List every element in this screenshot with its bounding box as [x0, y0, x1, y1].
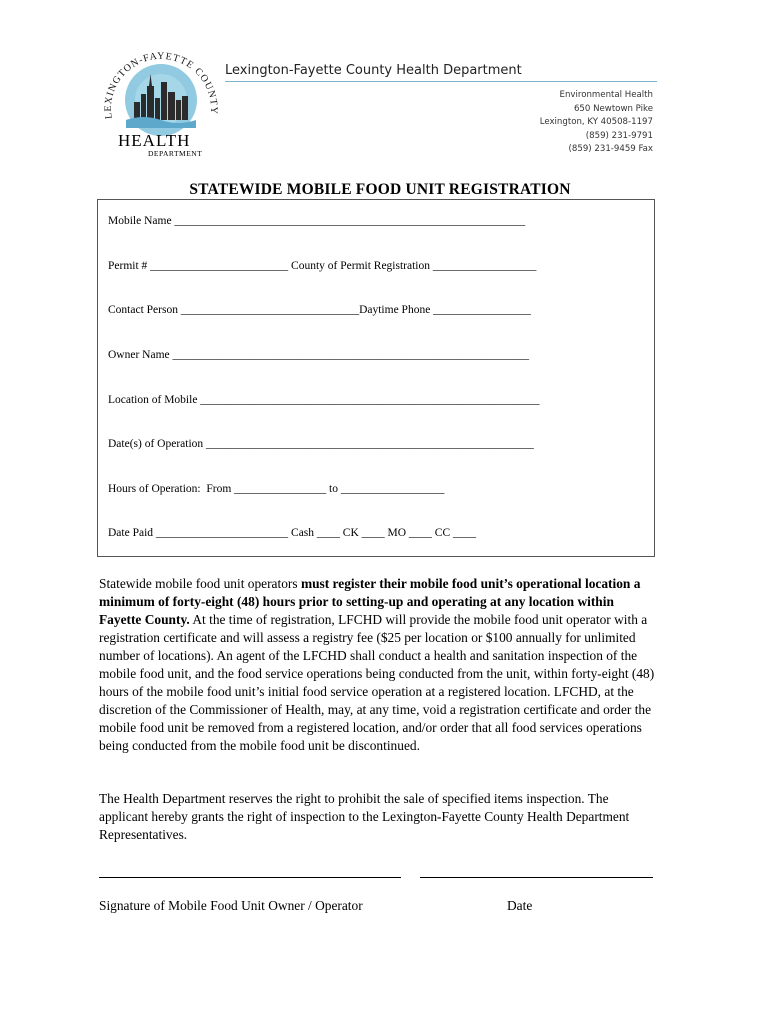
- health-department-logo: [96, 44, 226, 162]
- logo-health-word: HEALTH: [118, 131, 191, 150]
- logo-department-word: DEPARTMENT: [148, 149, 203, 158]
- mobile-name-field[interactable]: Mobile Name _____________________________________________________________: [108, 215, 526, 227]
- address-fax: (859) 231-9459 Fax: [568, 144, 653, 155]
- owner-name-field[interactable]: Owner Name ______________________________________________________________: [108, 349, 530, 361]
- logo-seal-text: LEXINGTON-FAYETTE COUNTY: [102, 50, 220, 120]
- signature-line[interactable]: [99, 877, 401, 878]
- address-line: Environmental Health: [559, 90, 653, 100]
- hours-of-operation-field[interactable]: Hours of Operation: From ________________ to __________________: [108, 483, 445, 495]
- signature-label: Signature of Mobile Food Unit Owner / Operator: [99, 898, 363, 913]
- registration-requirements-paragraph: Statewide mobile food unit operators must register their mobile food unit’s operational location a minimum of forty-eight (48) hours prior to setting-up and operating at any location within Fayette County. At the time of registration, LFCHD will provide the mobile food unit operator with a registration certificate and will assess a registry fee ($25 per location or $100 annually for unlimited number of locations). An agent of the LFCHD shall conduct a health and sanitation inspection of the mobile food unit, and the food service operations being conducted from the unit, within forty-eight (48) hours of the mobile food unit’s initial food service operation at a registered location. LFCHD, at the discretion of the Commissioner of Health, may, at any time, void a registration certificate and order the mobile food unit be removed from a registered location, and/or order that all food services operations being conducted from the mobile food unit be discontinued.: [99, 576, 655, 753]
- form-title: STATEWIDE MOBILE FOOD UNIT REGISTRATION: [189, 181, 571, 198]
- logo-seal-graphic: [96, 44, 226, 144]
- registration-form: [97, 199, 655, 557]
- inspection-rights-paragraph: The Health Department reserves the right to prohibit the sale of specified items inspection. The applicant hereby grants the right of inspection to the Lexington-Fayette County Health Department Representatives.: [99, 791, 630, 842]
- registration-deadline-text: must register their mobile food unit’s operational location a minimum of forty-eight (48) hours prior to setting-up and operating at any location within Fayette County.: [99, 576, 641, 627]
- address-phone: (859) 231-9791: [585, 130, 653, 141]
- department-address: [540, 89, 653, 157]
- location-of-mobile-field[interactable]: Location of Mobile ___________________________________________________________: [108, 394, 540, 406]
- address-line: Lexington, KY 40508-1197: [539, 117, 653, 128]
- date-paid-field[interactable]: Date Paid _______________________ Cash ____ CK ____ MO ____ CC ____: [108, 527, 476, 539]
- dates-of-operation-field[interactable]: Date(s) of Operation _________________________________________________________: [108, 438, 534, 450]
- header-divider: [225, 81, 657, 82]
- contact-person-field[interactable]: Contact Person _______________________________Daytime Phone _________________: [108, 304, 531, 316]
- date-label: Date: [507, 898, 533, 913]
- date-line[interactable]: [420, 877, 653, 878]
- permit-field[interactable]: Permit # ________________________ County of Permit Registration __________________: [108, 260, 537, 272]
- address-line: 650 Newtown Pike: [573, 103, 653, 114]
- department-name: Lexington-Fayette County Health Department: [225, 63, 522, 78]
